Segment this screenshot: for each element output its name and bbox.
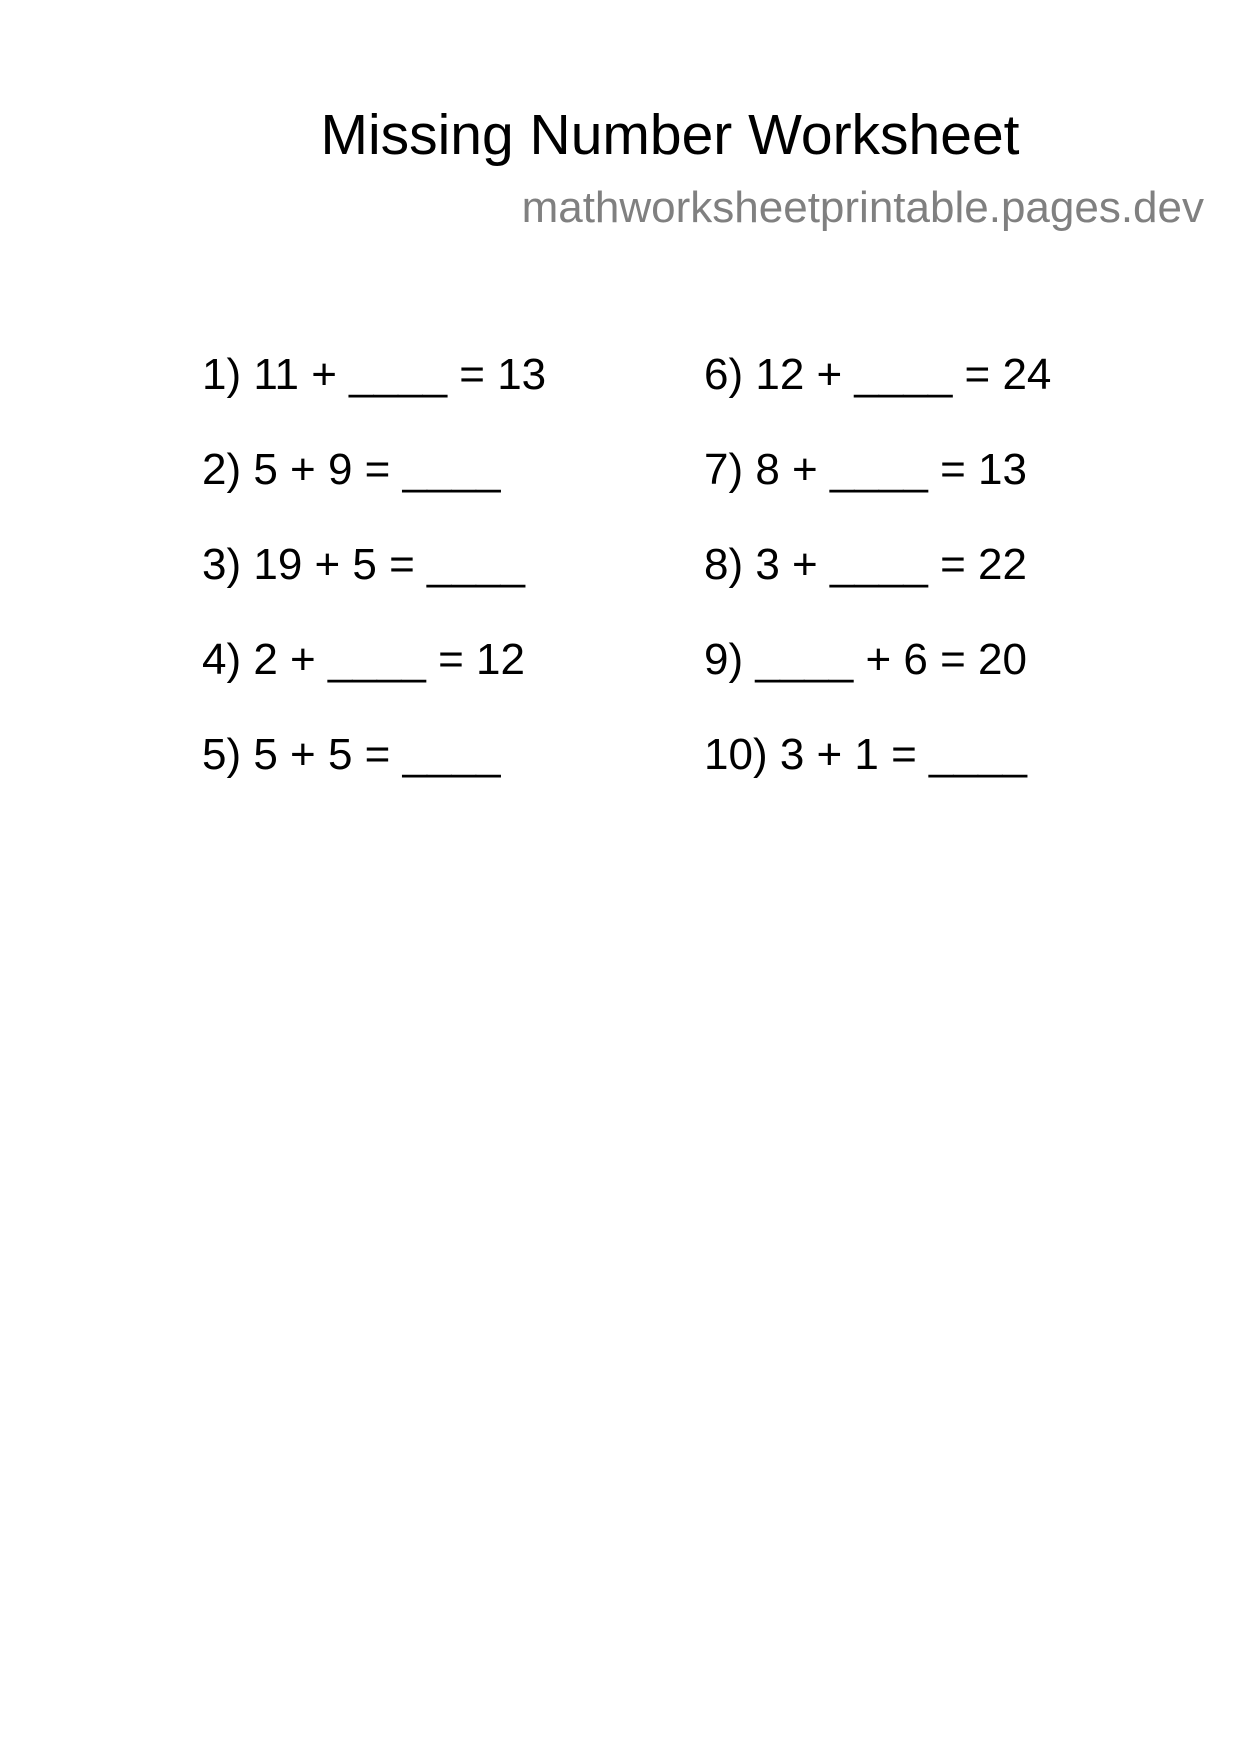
problem-4: 4) 2 + ____ = 12: [202, 635, 525, 684]
problem-column-left: [202, 347, 546, 822]
problem-7: 7) 8 + ____ = 13: [704, 445, 1027, 494]
problem-2: 2) 5 + 9 = ____: [202, 445, 501, 494]
site-url: mathworksheetprintable.pages.dev: [521, 183, 1204, 232]
problem-9: 9) ____ + 6 = 20: [704, 635, 1027, 684]
problem-1: 1) 11 + ____ = 13: [202, 350, 547, 399]
problem-10: 10) 3 + 1 = ____: [704, 730, 1027, 779]
problem-6: 6) 12 + ____ = 24: [704, 350, 1052, 399]
page-title: Missing Number Worksheet: [320, 103, 1020, 167]
problem-list: [202, 347, 1102, 807]
problem-8: 8) 3 + ____ = 22: [704, 540, 1027, 589]
problem-column-right: [704, 347, 1051, 822]
problem-5: 5) 5 + 5 = ____: [202, 730, 501, 779]
problem-3: 3) 19 + 5 = ____: [202, 540, 525, 589]
